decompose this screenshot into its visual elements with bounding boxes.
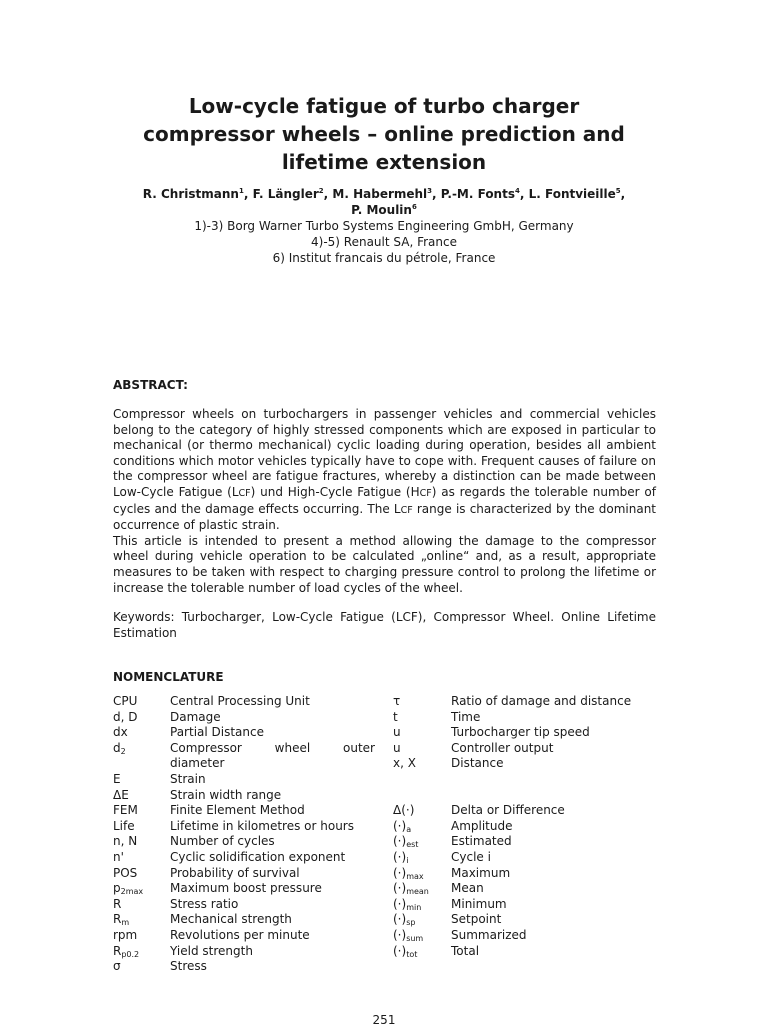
nomenclature-spacer: [393, 788, 663, 804]
nomenclature-left-column: [113, 694, 375, 975]
nomenclature-row: diameter: [170, 756, 225, 771]
author-line-1: [0, 186, 768, 202]
author: L. Fontvieille$^5$,: [528, 187, 626, 201]
nomenclature-right-column: [393, 694, 663, 959]
justified-definition: [170, 741, 375, 757]
affiliation: 1)-3) Borg Warner Turbo Systems Engineering GmbH, Germany: [194, 219, 574, 233]
nomenclature-row: $(\cdot)_{sp}$ Setpoint: [393, 912, 502, 928]
nomenclature-row: rpm Revolutions per minute: [113, 927, 310, 942]
affiliation: 6) Institut francais du pétrole, France: [272, 251, 496, 265]
nomenclature-row: CPU Central Processing Unit: [113, 694, 310, 708]
abstract-heading: ABSTRACT:: [113, 378, 188, 392]
nomenclature-row: d, D Damage: [113, 709, 221, 724]
keywords: Keywords: Turbocharger, Low-Cycle Fatigue (LCF), Compressor Wheel. Online Lifetime Estimation: [113, 610, 656, 640]
affiliations: [0, 218, 768, 266]
abstract-paragraph-2: This article is intended to present a method allowing the damage to the compressor wheel during vehicle operation to be calculated „online“ and, as a result, appropriate measures to be taken with respect to charging pressure control to prolong the lifetime or increase the tolerable number of load cycles of the wheel.: [113, 533, 656, 595]
nomenclature-row: τ Ratio of damage and distance: [393, 694, 632, 708]
nomenclature-row: $(\cdot)_{max}$ Maximum: [393, 865, 511, 881]
nomenclature-row: dx Partial Distance: [113, 725, 264, 740]
definition-word: wheel: [274, 740, 311, 755]
nomenclature-row: n, N Number of cycles: [113, 834, 275, 849]
affiliation: 4)-5) Renault SA, France: [311, 235, 457, 249]
title-line-2: compressor wheels – online prediction and: [143, 122, 625, 146]
nomenclature-row: $(\cdot)_{min}$ Minimum: [393, 896, 507, 912]
abstract-paragraph-1: Compressor wheels on turbochargers in passenger vehicles and commercial vehicles belong to the category of highly stressed components which are exposed in particular to mechanical (or thermo mechanical) cyclic loading during operation, besides all ambient conditions which motor vehicles typically have to cope with. Frequent causes of failure on the compressor wheel are fatigue fractures, whereby a distinction can be made between Low-Cycle Fatigue (LCF) und High-Cycle Fatigue (HCF) as regards the tolerable number of cycles and the damage effects occurring. The LCF range is characterized by the dominant occurrence of plastic strain.: [113, 407, 657, 533]
nomenclature-row: $R_m$ Mechanical strength: [113, 912, 292, 928]
nomenclature-row: $R_{p0.2}$ Yield strength: [113, 943, 253, 959]
nomenclature-row: t Time: [393, 709, 481, 724]
nomenclature-row: Δ(·) Delta or Difference: [393, 803, 565, 818]
nomenclature-row: $d_2$ Compressor wheel outer: [113, 740, 375, 756]
nomenclature-row: $(\cdot)_{sum}$ Summarized: [393, 927, 527, 943]
nomenclature-row: u Turbocharger tip speed: [393, 725, 590, 740]
nomenclature-row: $(\cdot)_{est}$ Estimated: [393, 834, 512, 850]
author: R. Christmann$^1$,: [142, 187, 253, 201]
title-line-3: lifetime extension: [281, 150, 487, 174]
nomenclature-row: $p_{2max}$ Maximum boost pressure: [113, 881, 322, 897]
nomenclature-row: $(\cdot)_i$ Cycle i: [393, 849, 491, 865]
nomenclature-spacer: [393, 772, 663, 788]
author: M. Habermehl$^3$,: [332, 187, 441, 201]
page-number: 251: [372, 1013, 396, 1027]
nomenclature-row: FEM Finite Element Method: [113, 803, 305, 818]
author: P. Moulin$^6$: [351, 203, 417, 217]
nomenclature-heading: NOMENCLATURE: [113, 670, 224, 684]
author: F. Längler$^2$,: [252, 187, 333, 201]
nomenclature-row: $(\cdot)_{tot}$ Total: [393, 943, 480, 959]
definition-word: outer: [343, 740, 375, 755]
definition-word: Compressor: [170, 740, 242, 755]
nomenclature-row: $(\cdot)_a$ Amplitude: [393, 818, 513, 834]
author-list: [0, 186, 768, 218]
nomenclature-row: ΔE Strain width range: [113, 787, 282, 802]
title-line-1: Low-cycle fatigue of turbo charger: [188, 94, 580, 118]
nomenclature-row: $(\cdot)_{mean}$ Mean: [393, 881, 484, 897]
nomenclature-row: POS Probability of survival: [113, 865, 300, 880]
nomenclature-row: u Controller output: [393, 740, 554, 755]
author: P.-M. Fonts$^4$,: [440, 187, 529, 201]
nomenclature-row: n' Cyclic solidification exponent: [113, 849, 346, 864]
abstract-body: [113, 407, 656, 596]
nomenclature-row: Life Lifetime in kilometres or hours: [113, 818, 354, 833]
paper-title: [0, 92, 768, 176]
author-line-2: [0, 202, 768, 218]
nomenclature-row: R Stress ratio: [113, 896, 239, 911]
nomenclature-row: σ Stress: [113, 959, 207, 974]
nomenclature-row: x, X Distance: [393, 756, 504, 771]
nomenclature-row: E Strain: [113, 771, 206, 786]
